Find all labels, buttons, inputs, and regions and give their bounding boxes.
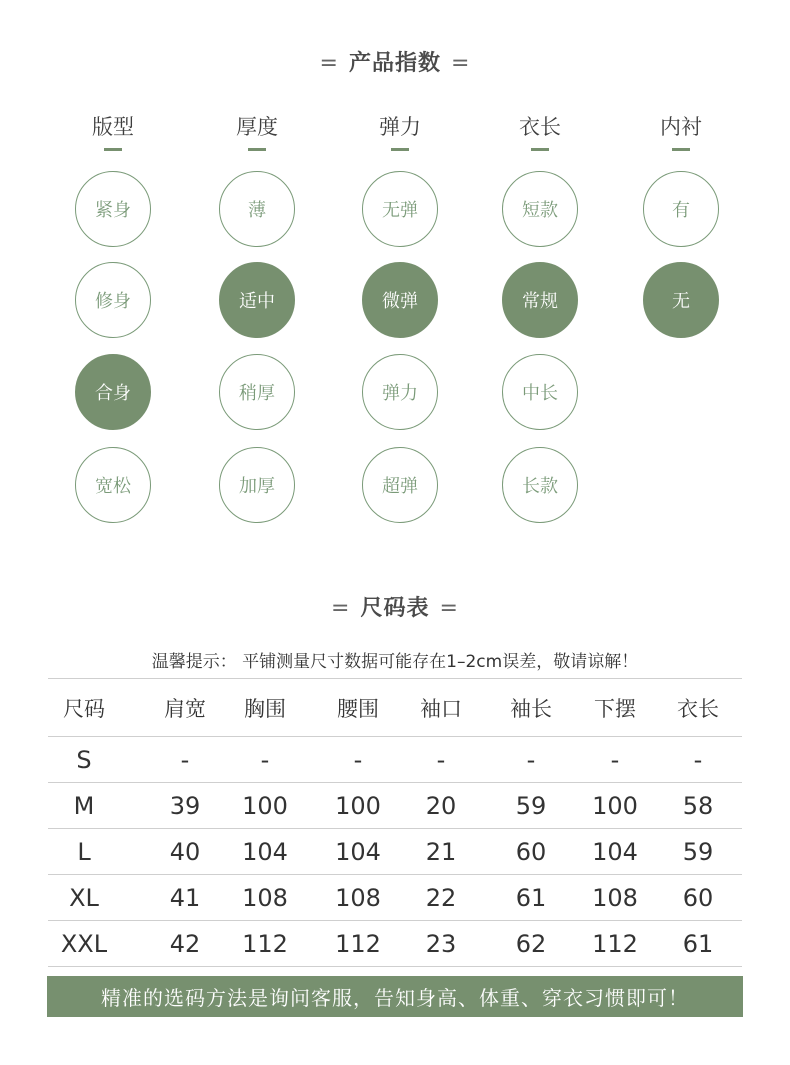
option-circle: 稍厚 xyxy=(219,354,295,430)
footer-banner: 精准的选码方法是询问客服，告知身高、体重、穿衣习惯即可！ xyxy=(47,976,743,1017)
option-circle: 有 xyxy=(643,171,719,247)
table-cell: - xyxy=(260,745,270,774)
table-cell: 112 xyxy=(242,929,288,958)
table-cell: 60 xyxy=(515,837,547,866)
table-header-cell: 下摆 xyxy=(594,696,636,721)
table-cell: 58 xyxy=(682,791,714,820)
option-circle: 弹力 xyxy=(362,354,438,430)
index-column xyxy=(212,112,302,151)
table-cell: S xyxy=(76,745,92,774)
table-cell: 59 xyxy=(515,791,547,820)
table-cell: 62 xyxy=(515,929,547,958)
title-decoration: = xyxy=(319,51,339,76)
table-row xyxy=(48,828,742,874)
table-header-cell: 袖口 xyxy=(420,696,462,721)
index-column-label: 内衬 xyxy=(660,115,702,139)
option-selected: 合身 xyxy=(75,354,151,430)
table-cell: 104 xyxy=(592,837,638,866)
table-cell: XL xyxy=(69,883,99,912)
option-circle: 长款 xyxy=(502,447,578,523)
index-column xyxy=(68,112,158,151)
table-header-cell: 肩宽 xyxy=(164,696,206,721)
title-decoration: = xyxy=(451,51,471,76)
table-header-cell: 袖长 xyxy=(510,696,552,721)
option-circle: 无弹 xyxy=(362,171,438,247)
option-circle: 薄 xyxy=(219,171,295,247)
option-circle: 宽松 xyxy=(75,447,151,523)
product-index-title-text: 产品指数 xyxy=(348,51,441,76)
table-cell: 100 xyxy=(335,791,381,820)
table-cell: - xyxy=(436,745,446,774)
title-decoration: = xyxy=(331,596,351,621)
size-chart-title-text: 尺码表 xyxy=(360,596,430,621)
index-column xyxy=(636,112,726,151)
table-cell: 100 xyxy=(592,791,638,820)
table-cell: - xyxy=(526,745,536,774)
table-cell: 22 xyxy=(425,883,457,912)
table-cell: 40 xyxy=(169,837,201,866)
table-cell: 108 xyxy=(592,883,638,912)
option-circle: 加厚 xyxy=(219,447,295,523)
table-row xyxy=(48,920,742,967)
table-header-cell: 胸围 xyxy=(244,696,286,721)
option-circle: 修身 xyxy=(75,262,151,338)
option-circle: 中长 xyxy=(502,354,578,430)
column-underline xyxy=(248,148,266,151)
table-header-row xyxy=(48,678,742,736)
product-index-title xyxy=(0,46,790,77)
table-row xyxy=(48,736,742,782)
table-cell: 21 xyxy=(425,837,457,866)
table-header-cell: 衣长 xyxy=(677,696,719,721)
table-cell: 60 xyxy=(682,883,714,912)
table-cell: 108 xyxy=(335,883,381,912)
column-underline xyxy=(391,148,409,151)
table-cell: 104 xyxy=(335,837,381,866)
table-cell: 104 xyxy=(242,837,288,866)
table-header-cell: 尺码 xyxy=(63,696,105,721)
table-cell: 112 xyxy=(592,929,638,958)
table-cell: 59 xyxy=(682,837,714,866)
measurement-tip: 温馨提示： 平铺测量尺寸数据可能存在1–2cm误差，敬请谅解！ xyxy=(151,652,639,672)
option-circle: 紧身 xyxy=(75,171,151,247)
table-cell: 112 xyxy=(335,929,381,958)
size-chart-title xyxy=(0,591,790,622)
index-column-label: 弹力 xyxy=(379,115,421,139)
option-selected: 微弹 xyxy=(362,262,438,338)
index-column xyxy=(355,112,445,151)
table-row xyxy=(48,782,742,828)
table-cell: 20 xyxy=(425,791,457,820)
table-cell: 42 xyxy=(169,929,201,958)
table-cell: 61 xyxy=(682,929,714,958)
column-underline xyxy=(104,148,122,151)
table-cell: 100 xyxy=(242,791,288,820)
option-selected: 适中 xyxy=(219,262,295,338)
index-column-label: 版型 xyxy=(92,115,134,139)
index-column-label: 衣长 xyxy=(519,115,561,139)
table-cell: 61 xyxy=(515,883,547,912)
table-cell: XXL xyxy=(60,929,108,958)
table-cell: - xyxy=(693,745,703,774)
table-cell: 108 xyxy=(242,883,288,912)
index-column-label: 厚度 xyxy=(236,115,278,139)
option-circle: 短款 xyxy=(502,171,578,247)
column-underline xyxy=(531,148,549,151)
table-cell: - xyxy=(610,745,620,774)
table-cell: M xyxy=(73,791,95,820)
table-cell: L xyxy=(77,837,91,866)
table-cell: - xyxy=(180,745,190,774)
option-selected: 无 xyxy=(643,262,719,338)
option-circle: 超弹 xyxy=(362,447,438,523)
table-row xyxy=(48,874,742,920)
size-table xyxy=(48,678,742,967)
table-cell: 23 xyxy=(425,929,457,958)
table-cell: - xyxy=(353,745,363,774)
table-cell: 41 xyxy=(169,883,201,912)
title-decoration: = xyxy=(439,596,459,621)
table-header-cell: 腰围 xyxy=(337,696,379,721)
option-selected: 常规 xyxy=(502,262,578,338)
index-column xyxy=(495,112,585,151)
table-cell: 39 xyxy=(169,791,201,820)
column-underline xyxy=(672,148,690,151)
